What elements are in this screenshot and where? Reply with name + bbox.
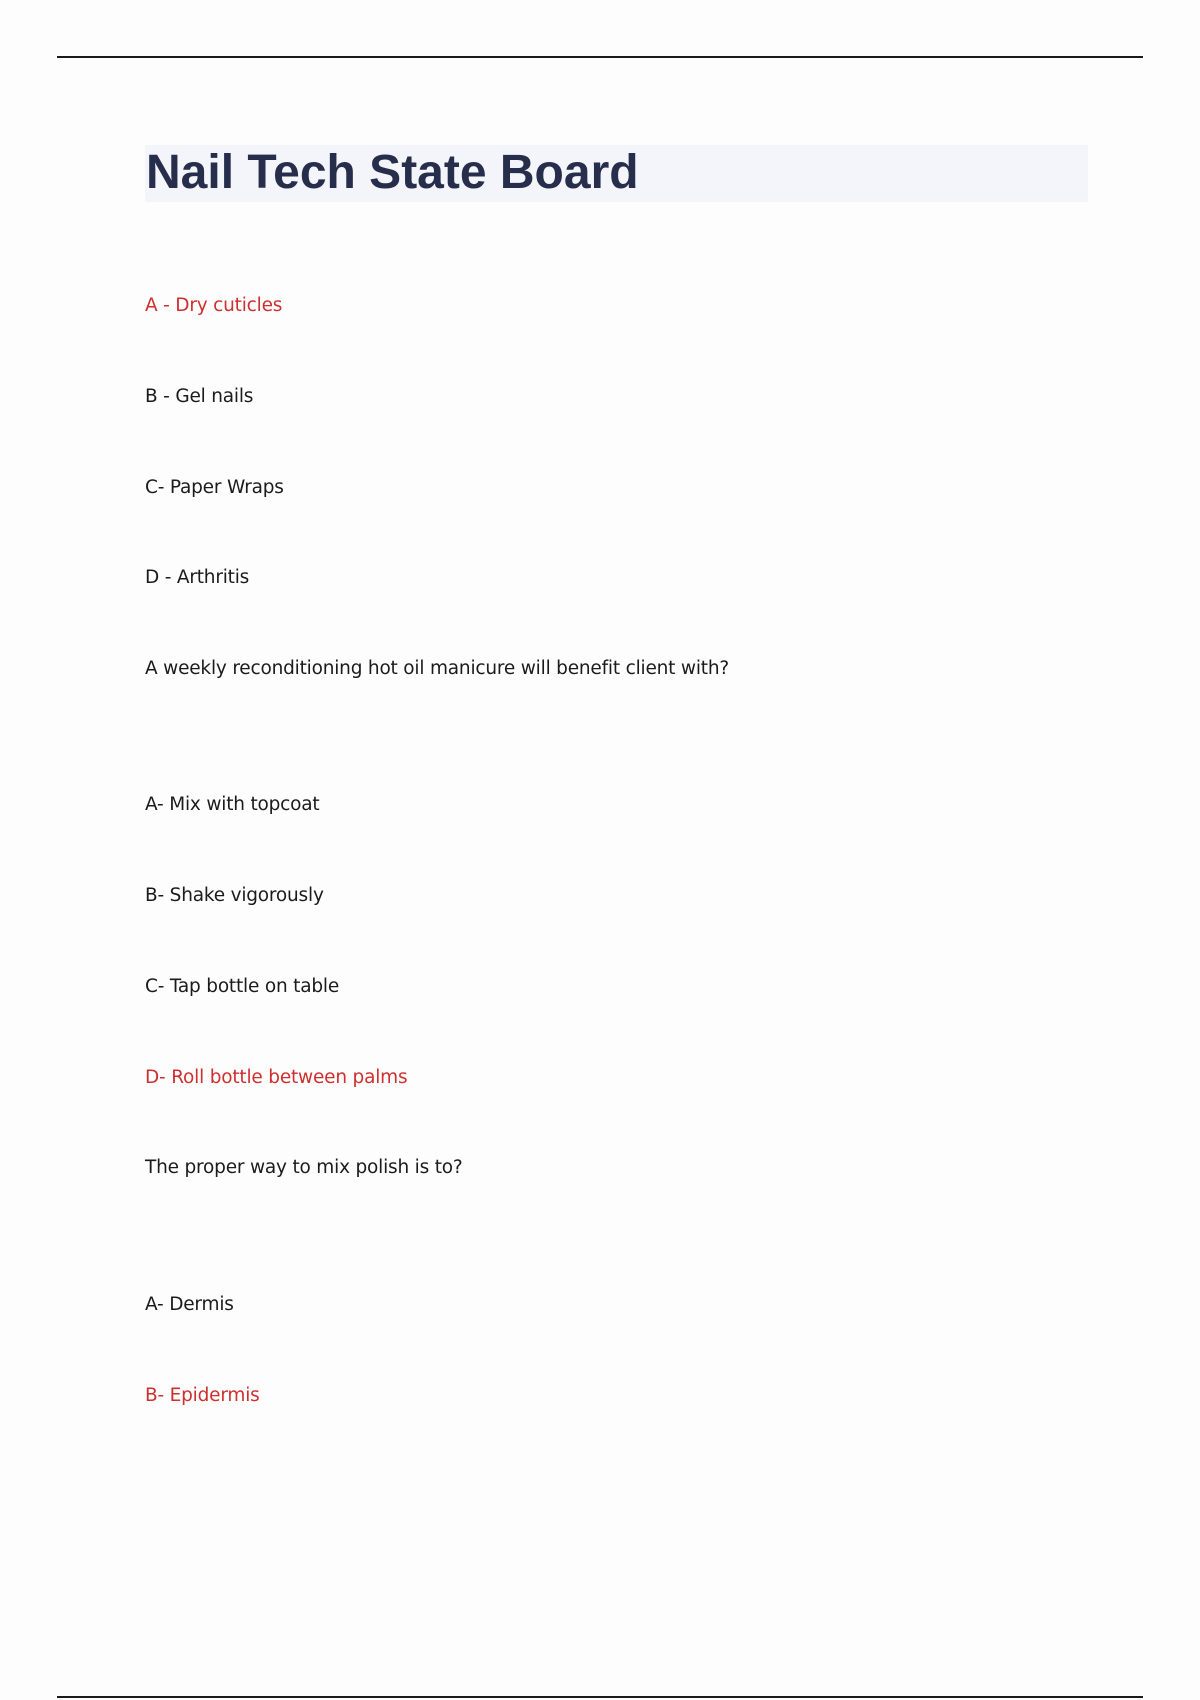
page-title: Nail Tech State Board: [146, 146, 639, 199]
answer-option: B- Shake vigorously: [145, 885, 324, 906]
footer-rule: [57, 1696, 1143, 1698]
answer-option-correct: D- Roll bottle between palms: [145, 1067, 408, 1088]
header-rule: [57, 56, 1143, 58]
question-text: The proper way to mix polish is to?: [145, 1157, 463, 1178]
answer-option: C- Tap bottle on table: [145, 976, 340, 997]
answer-option-correct: A - Dry cuticles: [145, 295, 283, 316]
answer-option: A- Mix with topcoat: [145, 794, 320, 815]
answer-option: C- Paper Wraps: [145, 477, 284, 498]
answer-option: A- Dermis: [145, 1294, 234, 1315]
answer-option: D - Arthritis: [145, 567, 250, 588]
answer-option: B - Gel nails: [145, 386, 254, 407]
question-text: A weekly reconditioning hot oil manicure will benefit client with?: [145, 658, 729, 679]
answer-option-correct: B- Epidermis: [145, 1385, 260, 1406]
